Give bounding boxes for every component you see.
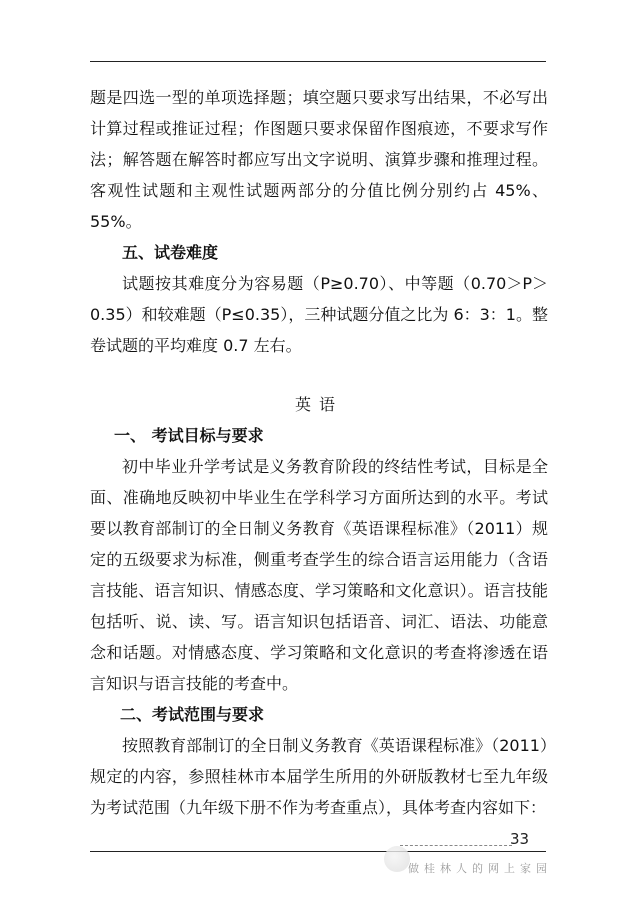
page-number: 33 — [510, 830, 530, 848]
watermark-text: 做桂林人的网上家园 — [408, 862, 552, 875]
section-heading-difficulty: 五、试卷难度 — [122, 243, 219, 262]
paragraph-goals: 初中毕业升学考试是义务教育阶段的终结性考试，目标是全面、准确地反映初中毕业生在学科学习方面所达到的水平。考试要以教育部制订的全日制义务教育《英语课程标准》（2011）规定的五级要求为标准，侧重考查学生的综合语言运用能力（含语言技能、语言知识、情感态度、学习策略和文化意识）。语言技能包括听、说、读、写。语言知识包括语音、词汇、语法、功能意念和话题。对情感态度、学习策略和文化意识的考查将渗透在语言知识与语言技能的考查中。 — [90, 457, 548, 693]
section-heading-scope: 二、考试范围与要求 — [120, 705, 265, 724]
subject-title: 英语 — [294, 395, 343, 414]
watermark-logo-icon — [384, 846, 410, 872]
paragraph-difficulty: 试题按其难度分为容易题（P≥0.70）、中等题（0.70＞P＞0.35）和较难题（P≤0.35），三种试题分值之比为 6：3：1。整卷试题的平均难度 0.7 左右。 — [90, 274, 548, 355]
header-rule — [90, 61, 546, 62]
watermark — [384, 846, 584, 886]
document-body — [90, 82, 548, 823]
paragraph-question-types: 题是四选一型的单项选择题；填空题只要求写出结果，不必写出计算过程或推证过程；作图题只要求保留作图痕迹，不要求写作法；解答题在解答时都应写出文字说明、演算步骤和推理过程。客观性试题和主观性试题两部分的分值比例分别约占 45%、55%。 — [90, 88, 548, 231]
section-heading-goals: 一、 考试目标与要求 — [114, 426, 264, 445]
paragraph-scope: 按照教育部制订的全日制义务教育《英语课程标准》（2011）规定的内容，参照桂林市本届学生所用的外研版教材七至九年级为考试范围（九年级下册不作为考查重点），具体考查内容如下： — [90, 736, 548, 817]
